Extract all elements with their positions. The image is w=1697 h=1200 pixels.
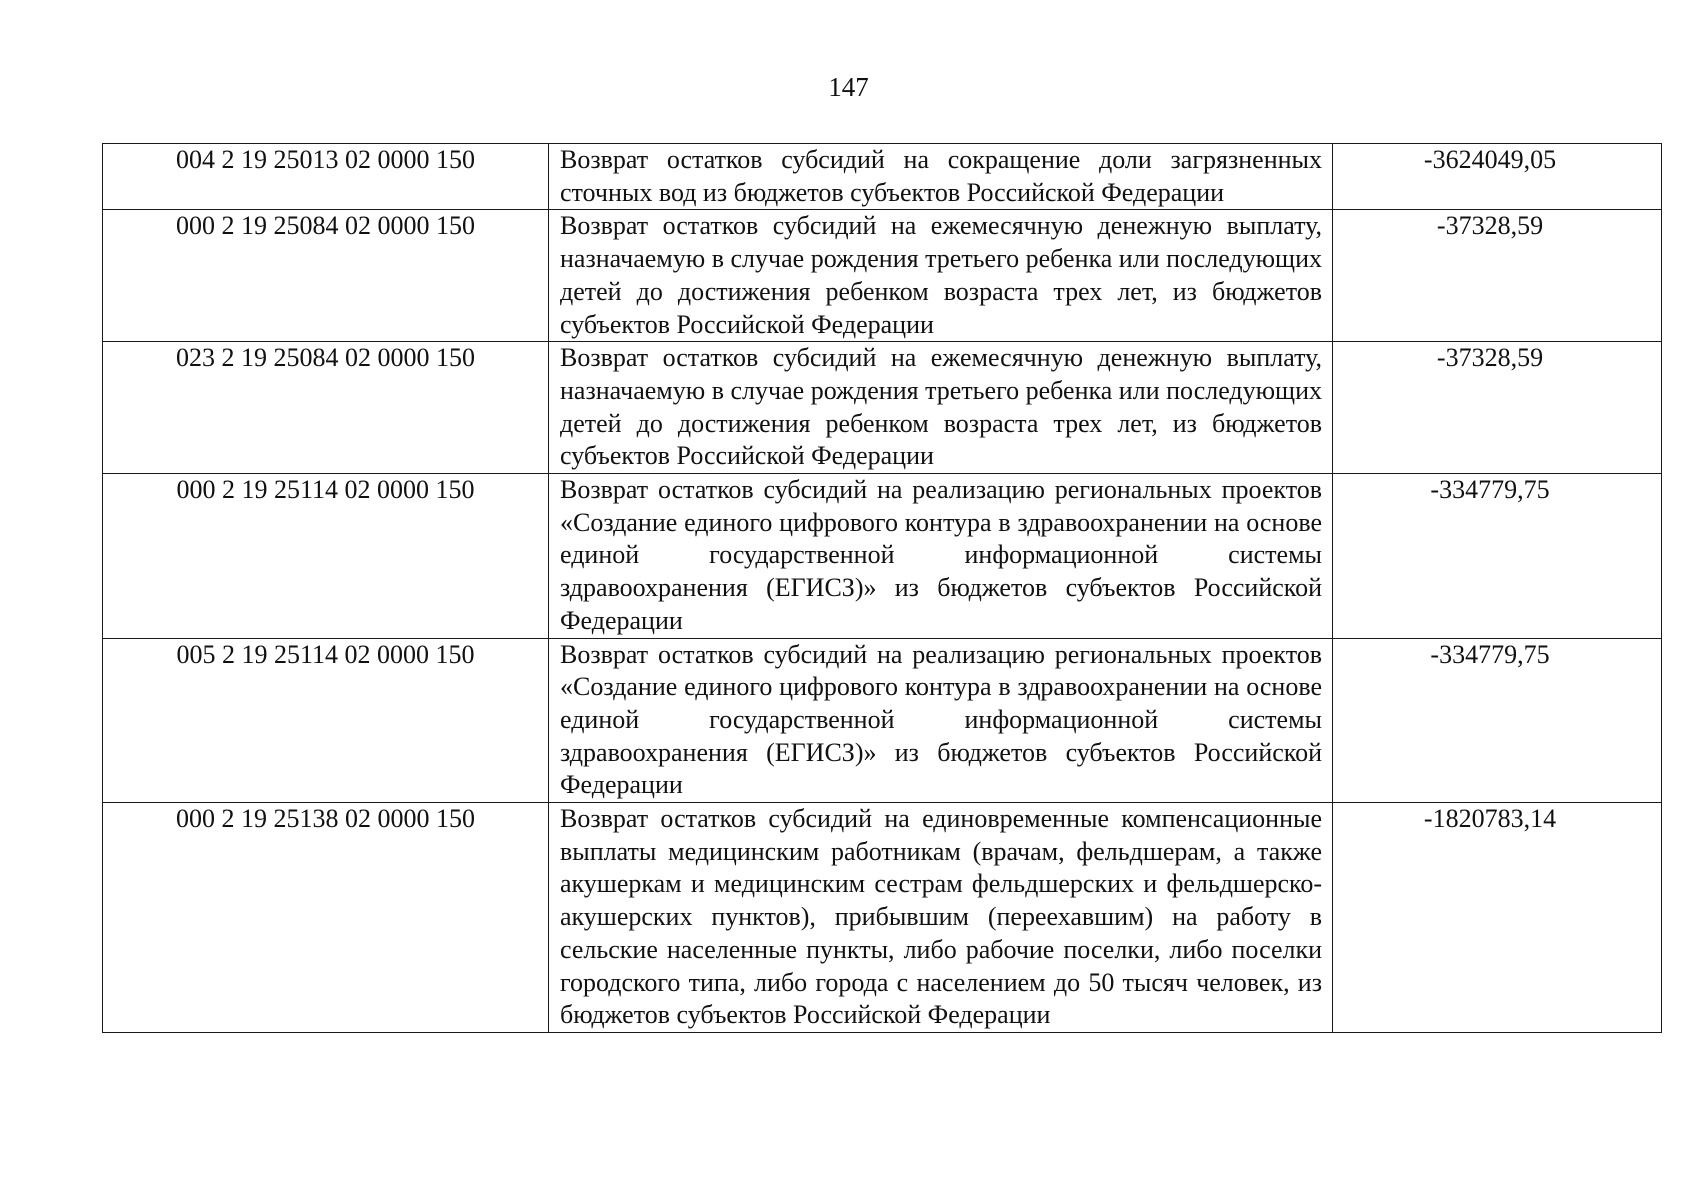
budget-revenue-table [102, 143, 1662, 1033]
description-cell: Возврат остатков субсидий на реализацию региональных проектов «Создание единого цифрового контура в здравоохранении на основе единой государственной информационной системы здравоохранения (ЕГИСЗ)» из бюджетов субъектов Российской Федерации [549, 474, 1333, 639]
table-row [103, 803, 1662, 1033]
amount-cell: -1820783,14 [1333, 803, 1662, 1033]
budget-code-cell: 000 2 19 25114 02 0000 150 [103, 474, 549, 639]
description-cell: Возврат остатков субсидий на реализацию региональных проектов «Создание единого цифрового контура в здравоохранении на основе единой государственной информационной системы здравоохранения (ЕГИСЗ)» из бюджетов субъектов Российской Федерации [549, 638, 1333, 803]
table-row [103, 474, 1662, 639]
table-row [103, 144, 1662, 210]
amount-cell: -3624049,05 [1333, 144, 1662, 210]
description-cell: Возврат остатков субсидий на сокращение доли загрязненных сточных вод из бюджетов субъектов Российской Федерации [549, 144, 1333, 210]
description-cell: Возврат остатков субсидий на ежемесячную денежную выплату, назначаемую в случае рождения третьего ребенка или последующих детей до достижения ребенком возраста трех лет, из бюджетов субъектов Российской Федерации [549, 210, 1333, 342]
description-cell: Возврат остатков субсидий на ежемесячную денежную выплату, назначаемую в случае рождения третьего ребенка или последующих детей до достижения ребенком возраста трех лет, из бюджетов субъектов Российской Федерации [549, 342, 1333, 474]
budget-code-cell: 000 2 19 25138 02 0000 150 [103, 803, 549, 1033]
budget-code-cell: 000 2 19 25084 02 0000 150 [103, 210, 549, 342]
page-number: 147 [828, 72, 869, 102]
budget-code-cell: 005 2 19 25114 02 0000 150 [103, 638, 549, 803]
description-cell: Возврат остатков субсидий на единовременные компенсационные выплаты медицинским работникам (врачам, фельдшерам, а также акушеркам и медицинским сестрам фельдшерских и фельдшерско-акушерских пунктов), прибывшим (переехавшим) на работу в сельские населенные пункты, либо рабочие поселки, либо поселки городского типа, либо города с населением до 50 тысяч человек, из бюджетов субъектов Российской Федерации [549, 803, 1333, 1033]
amount-cell: -37328,59 [1333, 342, 1662, 474]
budget-code-cell: 004 2 19 25013 02 0000 150 [103, 144, 549, 210]
amount-cell: -334779,75 [1333, 638, 1662, 803]
table-row [103, 342, 1662, 474]
budget-code-cell: 023 2 19 25084 02 0000 150 [103, 342, 549, 474]
table-row [103, 638, 1662, 803]
table-row [103, 210, 1662, 342]
amount-cell: -37328,59 [1333, 210, 1662, 342]
amount-cell: -334779,75 [1333, 474, 1662, 639]
